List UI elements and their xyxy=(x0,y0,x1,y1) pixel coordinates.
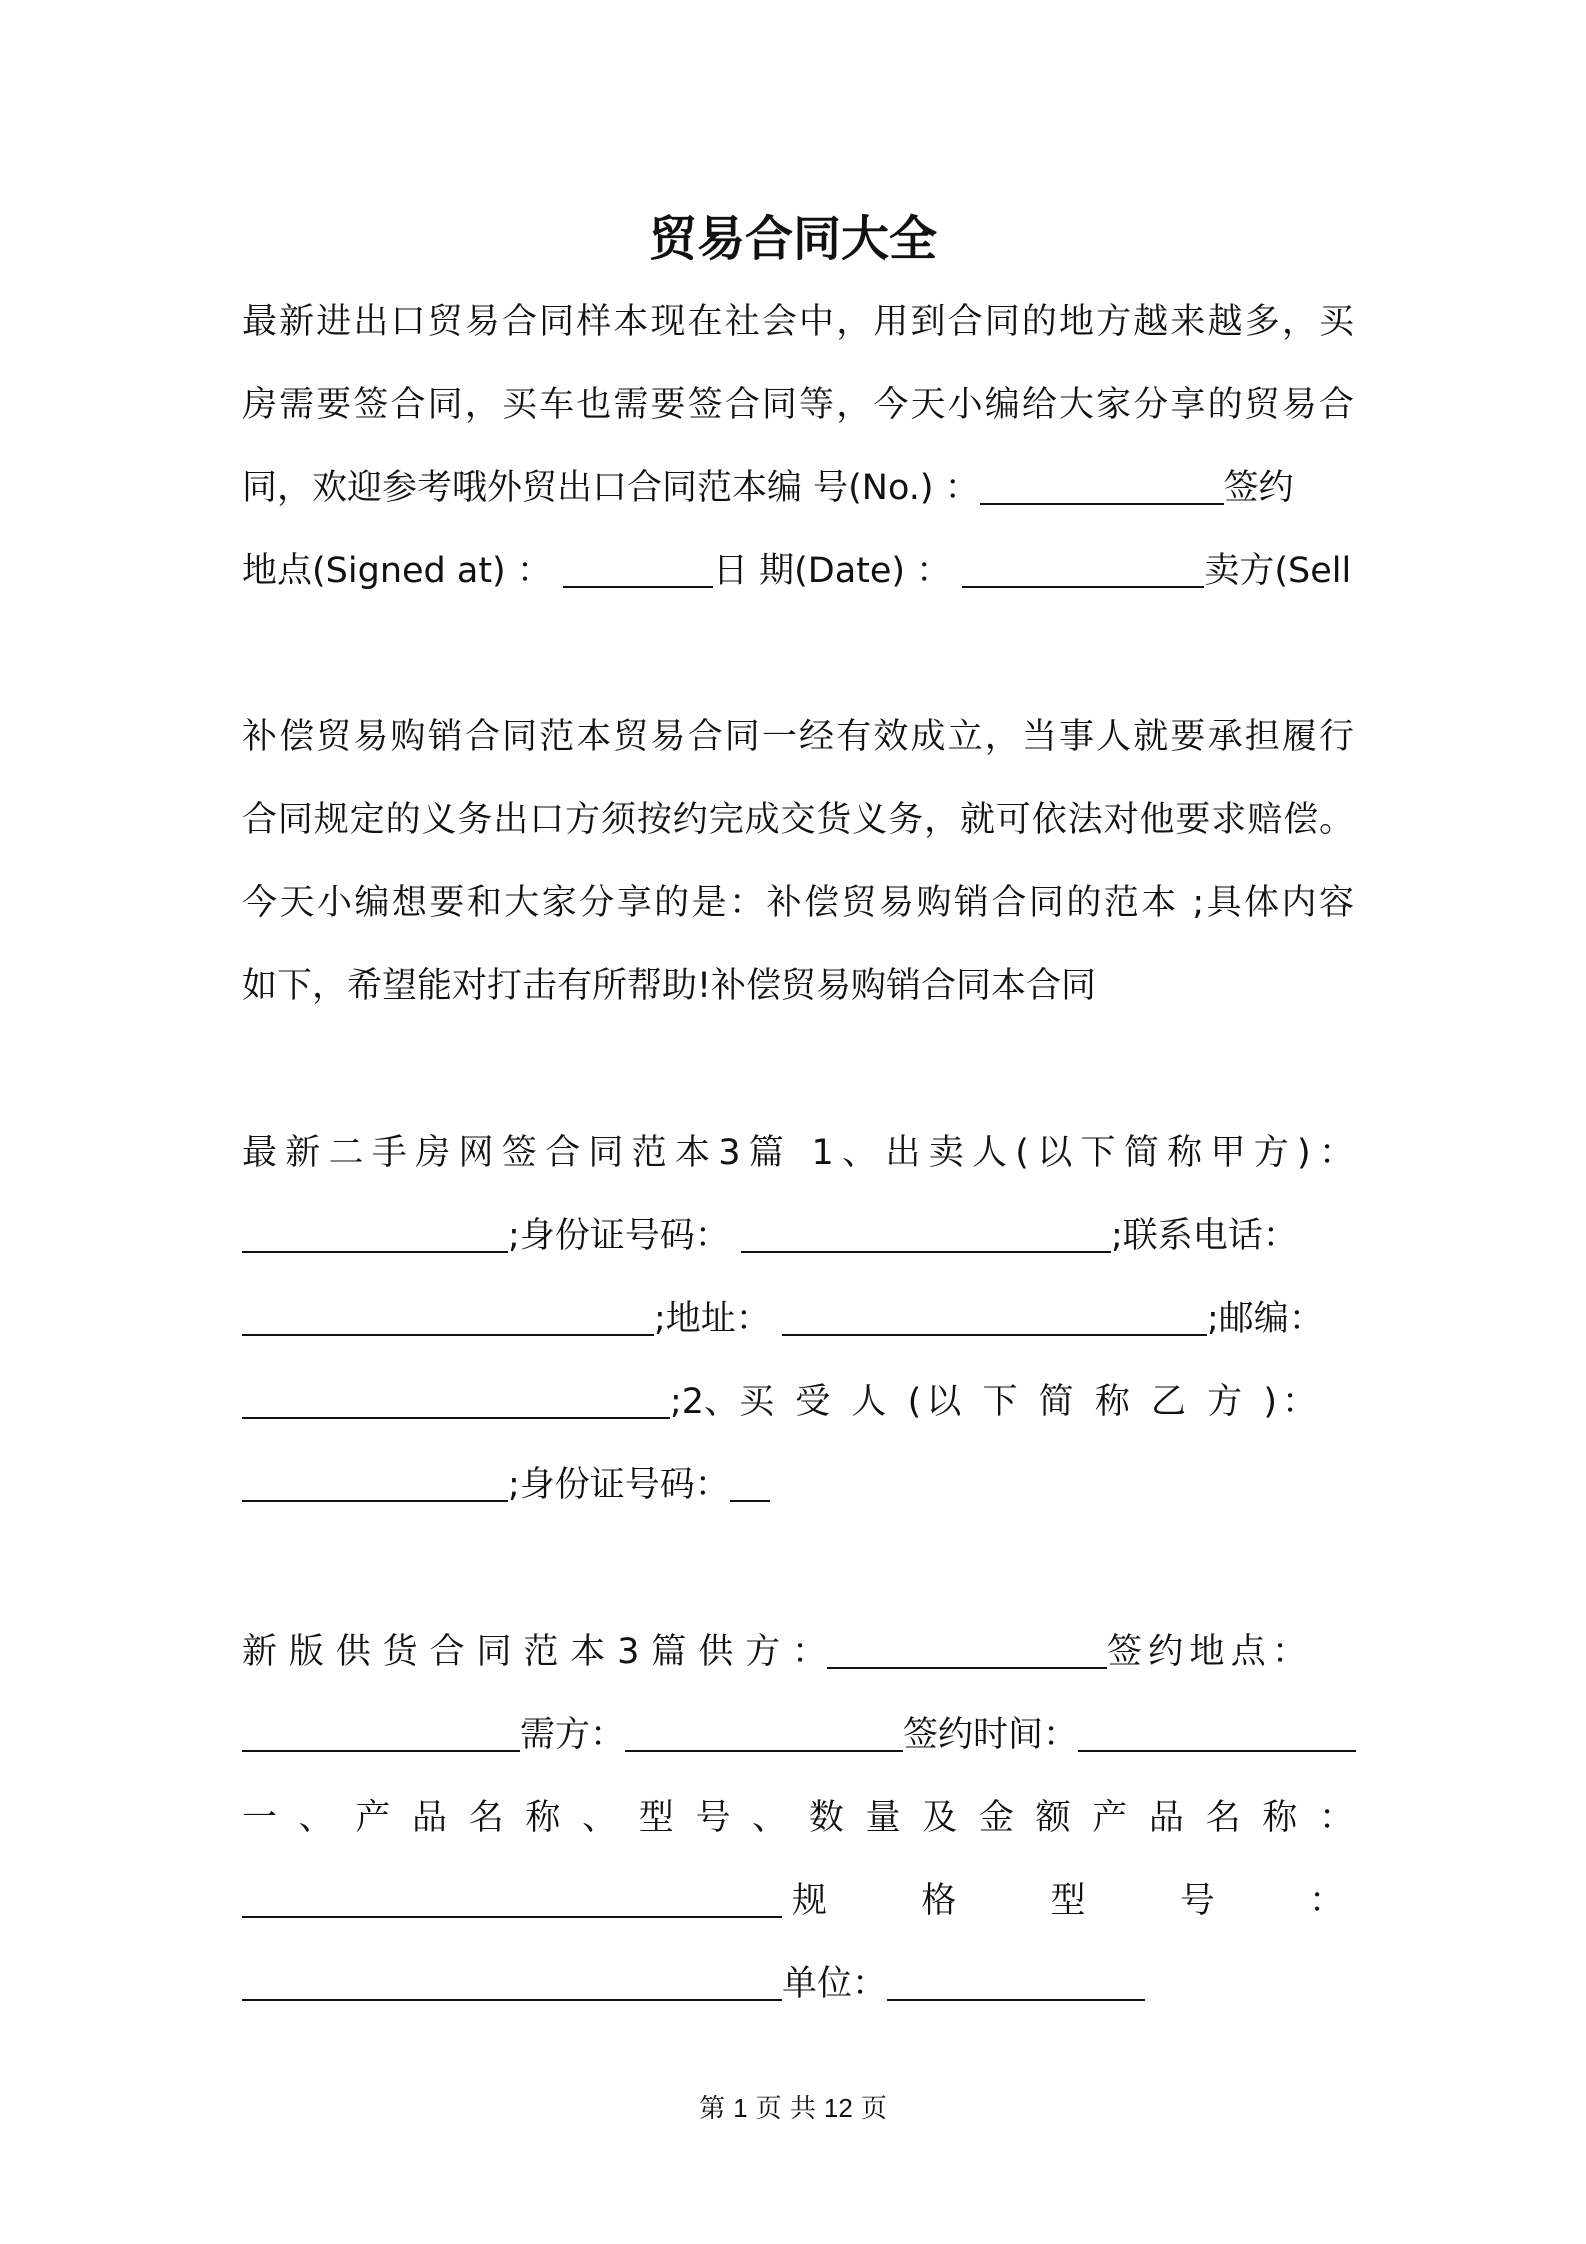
signed-at-label: 地点(Signed at) ： xyxy=(242,551,552,591)
contract-number-label: 同，欢迎参考哦外贸出口合同范本编 号(No.) ： xyxy=(242,468,980,508)
seller-postcode-blank[interactable] xyxy=(242,1379,670,1419)
para3-line4 xyxy=(242,1377,1354,1427)
seller-name-blank[interactable] xyxy=(242,1213,508,1253)
seller-label: 卖方(Sell xyxy=(1204,551,1352,591)
para3-line1: 最新二手房网签合同范本3篇 1、出卖人(以下简称甲方)： xyxy=(242,1133,1354,1173)
para4-line3: 一、产品名称、型号、数量及金额产品名称： xyxy=(242,1798,1354,1838)
para1-line1: 最新进出口贸易合同样本现在社会中，用到合同的地方越来越多，买 xyxy=(242,302,1354,342)
para2-line3: 今天小编想要和大家分享的是：补偿贸易购销合同的范本 ;具体内容 xyxy=(242,883,1354,923)
para3-line2 xyxy=(242,1211,1354,1261)
signing-time-blank[interactable] xyxy=(1078,1712,1356,1752)
unit-blank[interactable] xyxy=(887,1961,1145,2001)
signing-place-label: 签约地点： xyxy=(1107,1632,1307,1672)
para2-line2: 合同规定的义务出口方须按约完成交货义务，就可依法对他要求赔偿。 xyxy=(242,800,1354,840)
seller-address-blank[interactable] xyxy=(782,1296,1207,1336)
para3-line3 xyxy=(242,1294,1354,1344)
seller-phone-blank[interactable] xyxy=(242,1296,654,1336)
buyer-side-blank[interactable] xyxy=(625,1712,903,1752)
supplier-blank[interactable] xyxy=(827,1629,1107,1669)
product-name-blank[interactable] xyxy=(242,1878,782,1918)
buyer-id-label: ;身份证号码： xyxy=(508,1465,730,1505)
seller-id-label: ;身份证号码： xyxy=(508,1216,730,1256)
para4-line4 xyxy=(242,1876,1354,1926)
page-footer xyxy=(0,2088,1586,2129)
current-page-number: 1 xyxy=(733,2093,748,2123)
signing-time-label: 签约时间： xyxy=(903,1715,1079,1755)
para4-line1 xyxy=(242,1627,1354,1677)
footer-prefix: 第 xyxy=(699,2094,726,2124)
seller-phone-label: ;联系电话： xyxy=(1110,1216,1298,1256)
seller-postcode-label: ;邮编： xyxy=(1206,1299,1324,1339)
date-blank[interactable] xyxy=(962,548,1204,588)
item-2-label: ;2、 xyxy=(670,1382,740,1422)
total-page-count: 12 xyxy=(823,2093,853,2123)
para2-line1: 补偿贸易购销合同范本贸易合同一经有效成立，当事人就要承担履行 xyxy=(242,717,1354,757)
supply-contract-label: 新版供货合同范本3篇供方： xyxy=(242,1632,827,1672)
signed-at-blank[interactable] xyxy=(563,548,713,588)
buyer-label: 买 受 人 (以 下 简 称 乙 方 )： xyxy=(739,1382,1318,1422)
seller-id-blank[interactable] xyxy=(741,1213,1111,1253)
footer-suffix: 页 xyxy=(860,2094,887,2124)
unit-label: 单位： xyxy=(782,1964,888,2004)
spec-model-blank[interactable] xyxy=(242,1961,782,2001)
seller-address-label: ;地址： xyxy=(654,1299,771,1339)
footer-middle: 页 共 xyxy=(755,2094,816,2124)
contract-number-blank[interactable] xyxy=(980,465,1224,505)
para1-line4 xyxy=(242,546,1354,596)
para4-line2 xyxy=(242,1710,1354,1760)
date-label: 日 期(Date) ： xyxy=(712,551,952,591)
buyer-side-label: 需方： xyxy=(520,1715,626,1755)
signing-place-blank[interactable] xyxy=(242,1712,520,1752)
signing-label-part: 签约 xyxy=(1223,468,1294,508)
para1-line2: 房需要签合同，买车也需要签合同等，今天小编给大家分享的贸易合 xyxy=(242,385,1354,425)
buyer-id-blank[interactable] xyxy=(730,1462,770,1502)
para4-line5 xyxy=(242,1959,1354,2009)
para1-line3 xyxy=(242,463,1354,513)
document-title: 贸易合同大全 xyxy=(648,211,937,267)
spec-model-label: 规格型号： xyxy=(792,1881,1344,1921)
para2-line4: 如下，希望能对打击有所帮助!补偿贸易购销合同本合同 xyxy=(242,966,1097,1006)
para3-line5 xyxy=(242,1460,1354,1510)
buyer-name-blank[interactable] xyxy=(242,1462,508,1502)
